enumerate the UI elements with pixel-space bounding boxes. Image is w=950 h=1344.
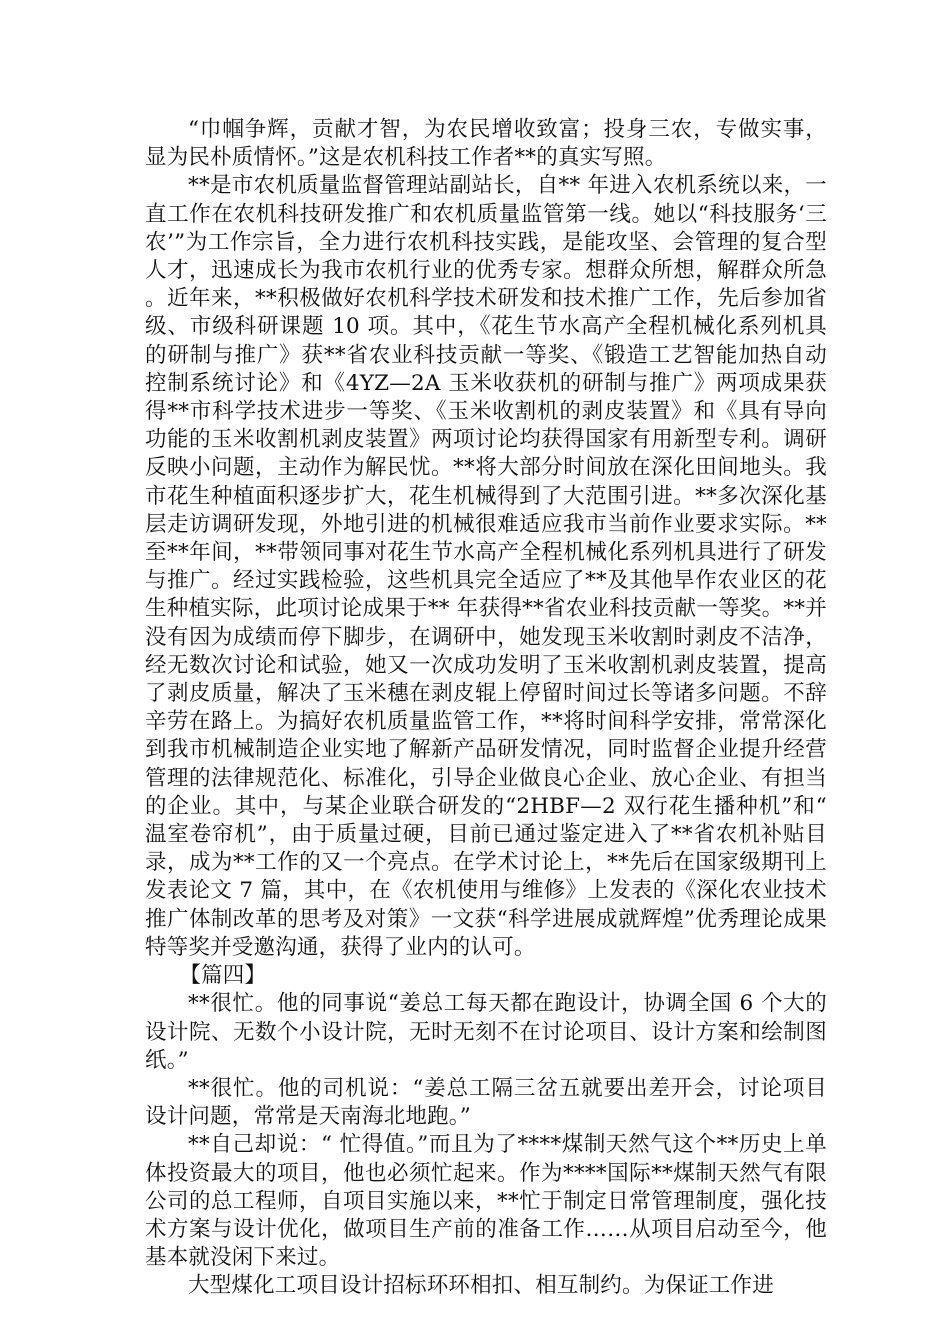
paragraph-profile: **是市农机质量监督管理站副站长，自** 年进入农机系统以来，一直工作在农机科技研发推广和农机质量监管第一线。她以“科技服务‘三农’”为工作宗旨，全力进行农机科技实践，是能攻坚、会管理的复合型人才，迅速成长为我市农机行业的优秀专家。想群众所想，解群众所急。近年来，**积极做好农机科学技术研发和技术推广工作，先后参加省级、市级科研课题 10 项。其中，《花生节水高产全程机械化系列机具的研制与推广》获**省农业科技贡献一等奖、《锻造工艺智能加热自动控制系统讨论》和《4YZ—2A 玉米收获机的研制与推广》两项成果获得**市科学技术进步一等奖、《玉米收割机的剥皮装置》和《具有导向功能的玉米收割机剥皮装置》两项讨论均获得国家有用新型专利。调研反映小问题，主动作为解民忧。**将大部分时间放在深化田间地头。我市花生种植面积逐步扩大，花生机械得到了大范围引进。**多次深化基层走访调研发现，外地引进的机械很难适应我市当前作业要求实际。**至**年间，**带领同事对花生节水高产全程机械化系列机具进行了研发与推广。经过实践检验，这些机具完全适应了**及其他旱作农业区的花生种植实际，此项讨论成果于** 年获得**省农业科技贡献一等奖。**并没有因为成绩而停下脚步，在调研中，她发现玉米收割时剥皮不洁净，经无数次讨论和试验，她又一次成功发明了玉米收割机剥皮装置，提高了剥皮质量，解决了玉米穗在剥皮辊上停留时间过长等诸多问题。不辞辛劳在路上。为搞好农机质量监管工作，**将时间科学安排，常常深化到我市机械制造企业实地了解新产品研发情况，同时监督企业提升经营管理的法律规范化、标准化，引导企业做良心企业、放心企业、有担当的企业。其中，与某企业联合研发的“2HBF—2 双行花生播种机”和“温室卷帘机”，由于质量过硬，目前已通过鉴定进入了**省农机补贴目录，成为**工作的又一个亮点。在学术讨论上，**先后在国家级期刊上发表论文 7 篇，其中，在《农机使用与维修》上发表的《深化农业技术推广体制改革的思考及对策》一文获“科学进展成就辉煌”优秀理论成果特等奖并受邀沟通，获得了业内的认可。 bbox=[145, 173, 827, 960]
paragraph-bidding: 大型煤化工项目设计招标环环相扣、相互制约。为保证工作进 bbox=[188, 1273, 774, 1299]
document-body bbox=[145, 116, 827, 1301]
section-heading-part-four: 【篇四】 bbox=[179, 963, 267, 989]
paragraph-intro-quote: “巾帼争辉，贡献才智，为农民增收致富；投身三农，专做实事，显为民朴质情怀。”这是农机科技工作者**的真实写照。 bbox=[145, 117, 827, 171]
paragraph-self-statement: **自己却说：“ 忙得值。”而且为了****煤制天然气这个**历史上单体投资最大的项目，他也必须忙起来。作为****国际**煤制天然气有限公司的总工程师，自项目实施以来，**忙于制定日常管理制度，强化技术方案与设计优化，做项目生产前的准备工作……从项目启动至今，他基本就没闲下来过。 bbox=[145, 1132, 827, 1271]
paragraph-driver-quote: **很忙。他的司机说：“姜总工隔三岔五就要出差开会，讨论项目设计问题，常常是天南海北地跑。” bbox=[145, 1075, 827, 1130]
paragraph-colleague-quote: **很忙。他的同事说“姜总工每天都在跑设计，协调全国 6 个大的设计院、无数个小设计院，无时无刻不在讨论项目、设计方案和绘制图纸。” bbox=[145, 991, 827, 1073]
